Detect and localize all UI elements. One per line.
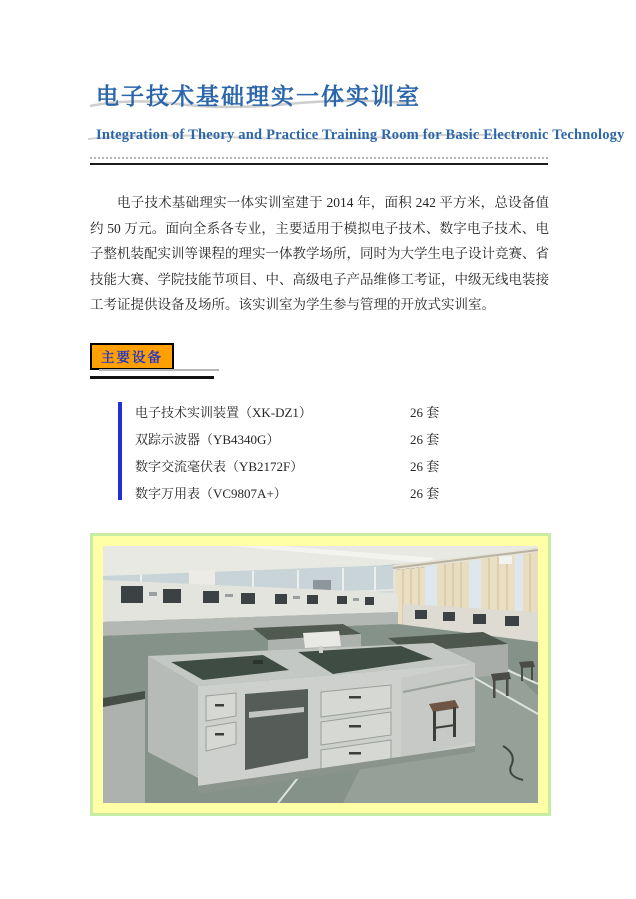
section-badge-main-equipment: 主要设备: [90, 343, 174, 370]
equipment-qty: 26 套: [410, 486, 440, 501]
header-divider-dotted: [90, 157, 548, 159]
equipment-name: 电子技术实训装置（XK-DZ1）: [135, 405, 312, 420]
equipment-list: [90, 399, 549, 507]
page-subtitle: Integration of Theory and Practice Training Room for Basic Electronic Technology: [96, 127, 625, 143]
equipment-name: 双踪示波器（YB4340G）: [135, 432, 280, 447]
page-title: 电子技术基础理实一体实训室: [96, 84, 421, 109]
header-divider-solid: [90, 163, 548, 165]
lab-photo-frame: [90, 533, 551, 816]
equipment-row: [90, 426, 549, 453]
equipment-qty: 26 套: [410, 432, 440, 447]
badge-divider-gray: [99, 369, 219, 371]
intro-paragraph: 电子技术基础理实一体实训室建于 2014 年，面积 242 平方米，总设备值约 50 万元。面向全系各专业，主要适用于模拟电子技术、数字电子技术、电子整机装配实训等课程的理实一体教学场所，同时为大学生电子设计竞赛、省技能大赛、学院技能节项目、中、高级电子产品维修工考证，中级无线电装接工考证提供设备及场所。该实训室为学生参与管理的开放式实训室。: [90, 195, 549, 312]
equipment-qty: 26 套: [410, 459, 440, 474]
equipment-row: [90, 453, 549, 480]
equipment-qty: 26 套: [410, 405, 440, 420]
equipment-name: 数字交流毫伏表（YB2172F）: [135, 459, 304, 474]
equipment-row: [90, 399, 549, 426]
badge-divider-black: [90, 376, 214, 379]
equipment-name: 数字万用表（VC9807A+）: [135, 486, 287, 501]
equipment-row: [90, 480, 549, 507]
lab-photo: [103, 546, 538, 803]
